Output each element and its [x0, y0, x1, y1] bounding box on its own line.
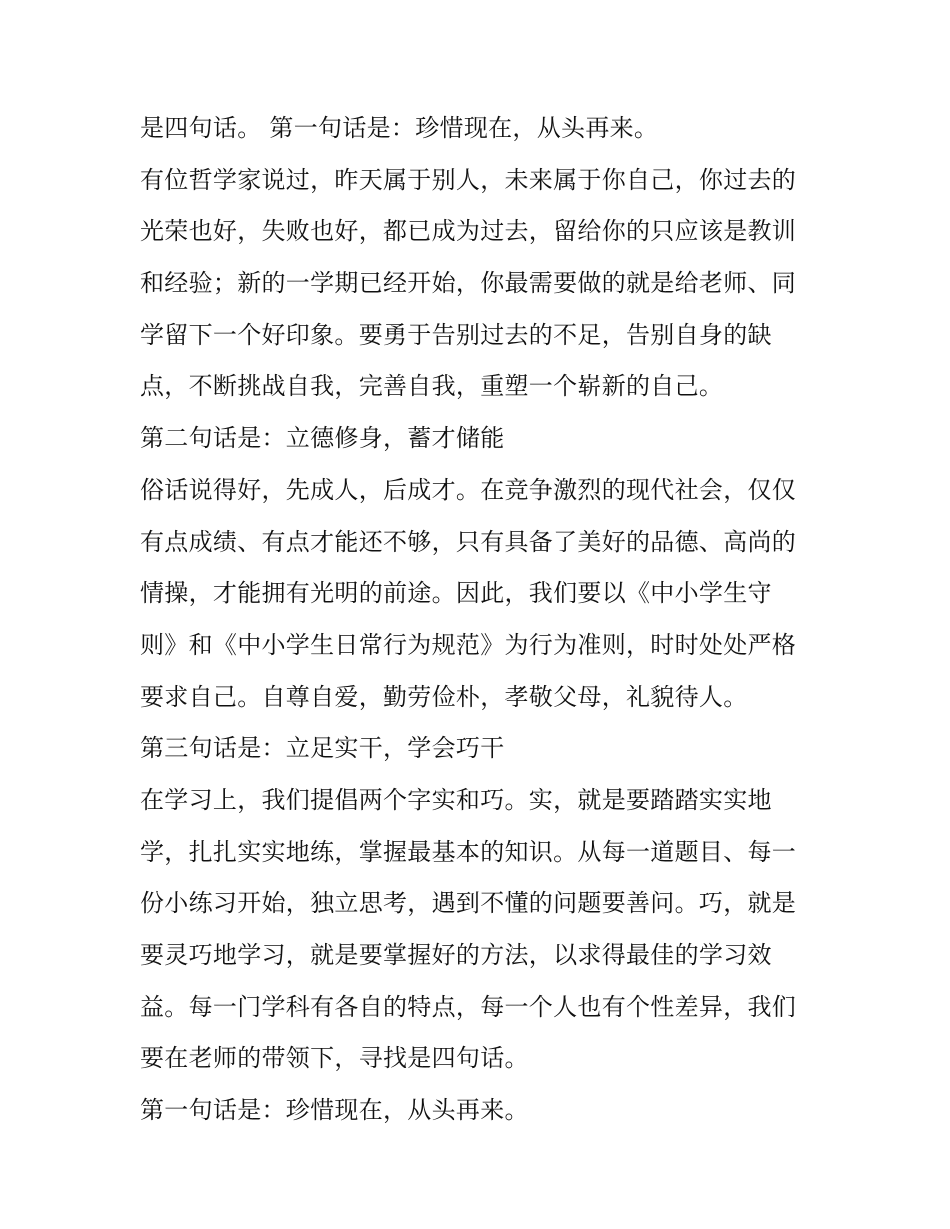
text-line: 是四句话。 第一句话是：珍惜现在，从头再来。	[140, 114, 659, 142]
text-line: 学，扎扎实实地练，掌握最基本的知识。从每一道题目、每一	[140, 837, 797, 866]
text-line: 情操，才能拥有光明的前途。因此，我们要以《中小学生守	[140, 579, 772, 608]
text-line: 则》和《中小学生日常行为规范》为行为准则，时时处处严格	[140, 630, 797, 659]
section-heading: 第二句话是：立德修身，蓄才储能	[140, 424, 505, 453]
section-heading: 第三句话是：立足实干，学会巧干	[140, 734, 505, 763]
text-line: 学留下一个好印象。要勇于告别过去的不足，告别自身的缺	[140, 320, 772, 349]
text-line: 要灵巧地学习，就是要掌握好的方法，以求得最佳的学习效	[140, 941, 772, 969]
section-heading: 第一句话是：珍惜现在，从头再来。	[140, 1096, 529, 1125]
text-line: 有位哲学家说过，昨天属于别人，未来属于你自己，你过去的	[140, 165, 797, 194]
text-line: 俗话说得好，先成人，后成才。在竞争激烈的现代社会，仅仅	[140, 475, 797, 504]
text-line: 和经验；新的一学期已经开始，你最需要做的就是给老师、同	[140, 269, 797, 298]
text-line: 在学习上，我们提倡两个字实和巧。实，就是要踏踏实实地	[140, 785, 772, 814]
text-line: 要求自己。自尊自爱，勤劳俭朴，孝敬父母，礼貌待人。	[140, 682, 748, 711]
text-line: 份小练习开始，独立思考，遇到不懂的问题要善问。巧，就是	[140, 889, 797, 918]
text-line: 点，不断挑战自我，完善自我，重塑一个崭新的自己。	[140, 372, 724, 401]
body-text	[140, 103, 820, 1137]
text-line: 光荣也好，失败也好，都已成为过去，留给你的只应该是教训	[140, 217, 797, 246]
text-line: 益。每一门学科有各自的特点，每一个人也有个性差异，我们	[140, 992, 797, 1021]
text-line: 有点成绩、有点才能还不够，只有具备了美好的品德、高尚的	[140, 527, 797, 556]
text-line: 要在老师的带领下，寻找是四句话。	[140, 1044, 529, 1073]
